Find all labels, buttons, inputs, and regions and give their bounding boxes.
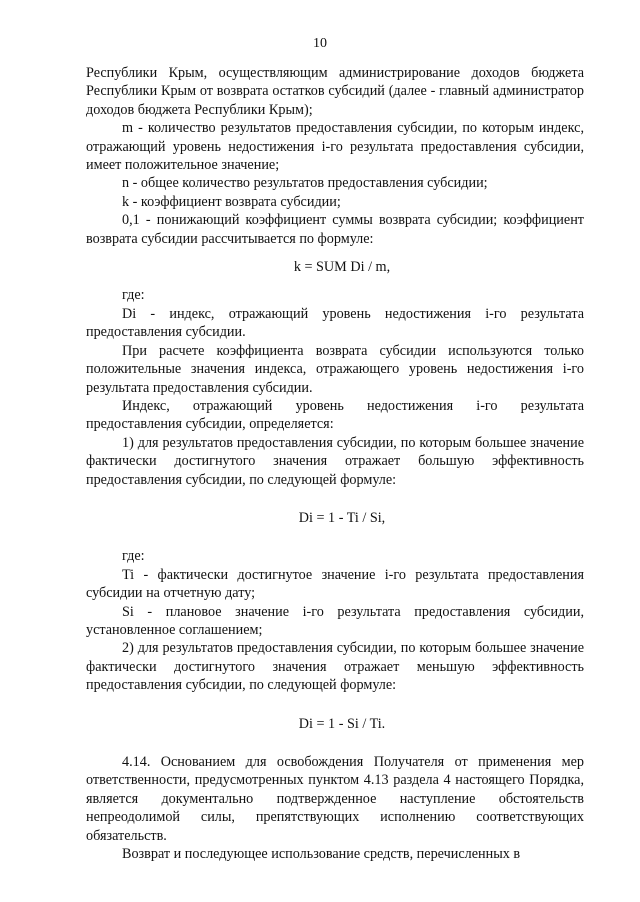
paragraph: 1) для результатов предоставления субсидии, по которым большее значение фактически достигнутого значения отражает большую эффективность предоставления субсидии, по следующей формуле: [86,434,584,488]
formula-k: k = SUM Di / m, [293,259,391,276]
paragraph: k - коэффициент возврата субсидии; [122,193,341,210]
paragraph: 0,1 - понижающий коэффициент суммы возврата субсидии; коэффициент возврата субсидии рассчитывается по формуле: [86,212,584,247]
formula-di-2: Di = 1 - Si / Ti. [298,715,386,732]
paragraph: n - общее количество результатов предоставления субсидии; [122,175,488,192]
paragraph: Si - плановое значение i-го результата предоставления субсидии, установленное соглашением; [86,603,584,638]
formula-di-1: Di = 1 - Ti / Si, [298,509,386,526]
paragraph: Ti - фактически достигнутое значение i-го результата предоставления субсидии на отчетную дату; [86,566,584,602]
paragraph: Возврат и последующее использование средств, перечисленных в [122,846,521,863]
paragraph: 2) для результатов предоставления субсидии, по которым большее значение фактически достигнутого значения отражает меньшую эффективность предоставления субсидии, по следующей формуле: [86,640,584,694]
paragraph: m - количество результатов предоставления субсидии, по которым индекс, отражающий уровень недостижения i-го результата предоставления субсидии, имеет положительное значение; [86,120,584,174]
paragraph: Di - индекс, отражающий уровень недостижения i-го результата предоставления субсидии. [86,305,584,341]
document-body [86,64,584,863]
paragraph: Республики Крым, осуществляющим администрирование доходов бюджета Республики Крым от возврата остатков субсидий (далее - главный администратор доходов бюджета Республики Крым); [86,65,584,118]
where-label: где: [122,548,145,565]
paragraph: При расчете коэффициента возврата субсидии используются только положительные значения индекса, отражающего уровень недостижения i-го результата предоставления субсидии. [86,342,584,396]
paragraph: 4.14. Основанием для освобождения Получателя от применения мер ответственности, предусмотренных пунктом 4.13 раздела 4 настоящего Порядка, является документально подтвержденное наступление обстоятельств непреодолимой силы, препятствующих исполнению соответствующих обязательств. [86,754,584,844]
paragraph: Индекс, отражающий уровень недостижения i-го результата предоставления субсидии, определяется: [86,397,584,433]
where-label: где: [122,287,145,304]
page-number: 10 [313,36,327,51]
